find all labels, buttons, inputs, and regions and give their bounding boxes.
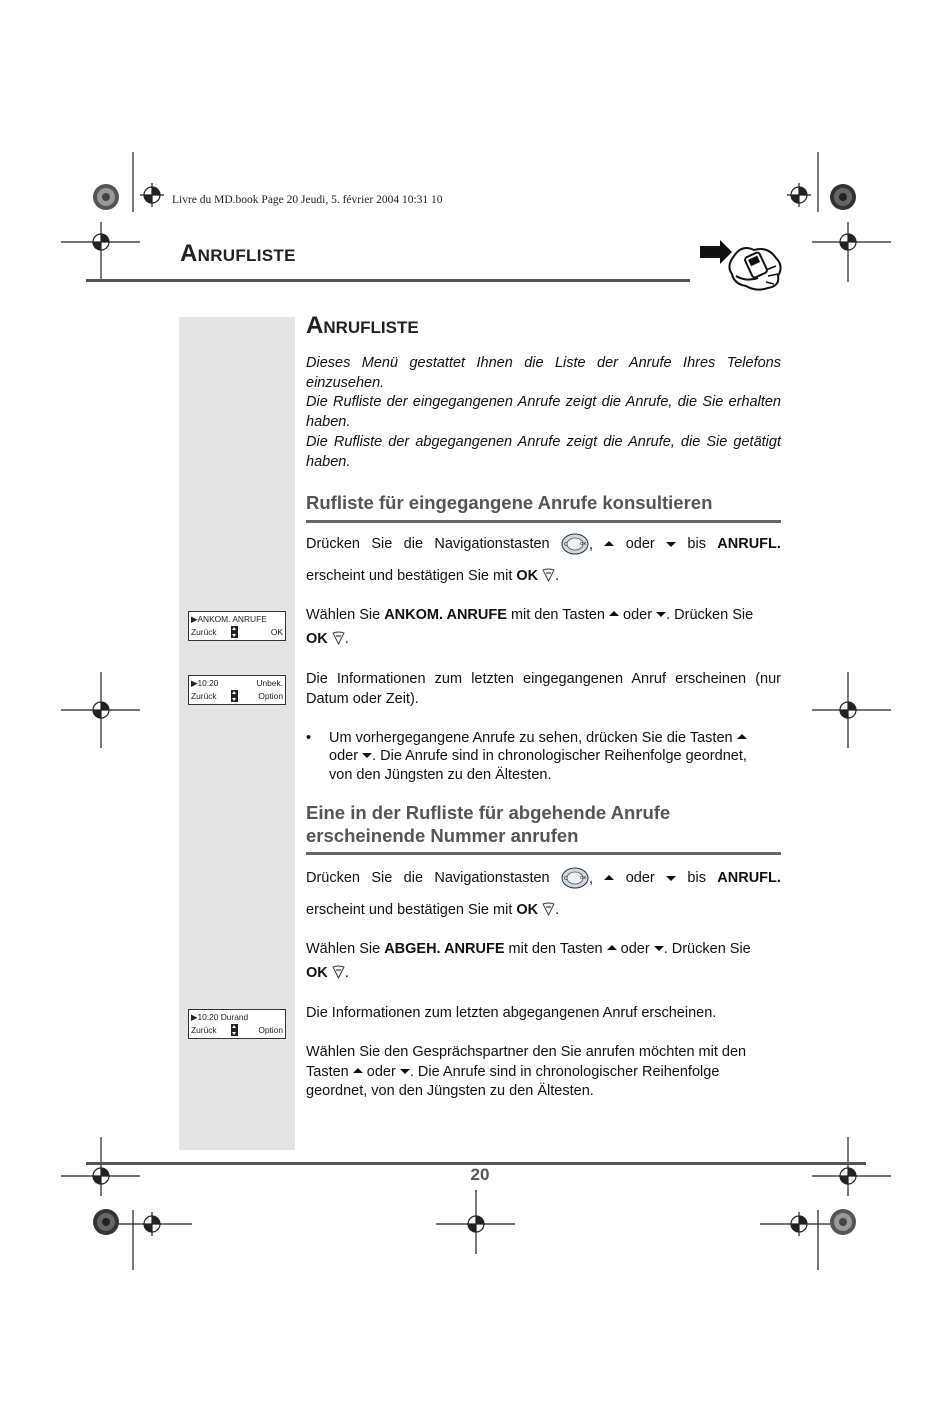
section-title: Anrufliste (306, 312, 419, 339)
ok-key-icon (542, 902, 555, 916)
lcd-line1: ▶10:20 (191, 678, 219, 688)
lcd-softkey-right: Option (258, 1025, 283, 1035)
page-heading: Anrufliste (180, 240, 296, 267)
lcd-line1-right: Unbek. (256, 678, 283, 688)
menu-item: ANKOM. ANRUFE (384, 607, 507, 623)
down-arrow-key-icon (666, 542, 676, 547)
heading-line: Eine in der Rufliste für abgehende Anrufe (306, 802, 671, 823)
ok-key-icon (542, 568, 555, 582)
lcd-softkey-right: OK (270, 627, 283, 637)
word: die (403, 870, 424, 887)
comma: , (588, 536, 593, 553)
text: mit den Tasten (508, 941, 603, 957)
navigation-keys-icon (561, 533, 589, 555)
comma: , (588, 870, 593, 887)
word: Navigationstasten (434, 870, 550, 887)
ok-label: OK (306, 964, 328, 981)
text: . Die Anrufe sind in chronologischer Reihenfolge geordnet, (372, 748, 747, 765)
ok-label: OK (516, 901, 539, 918)
text: Wählen Sie (306, 607, 381, 623)
text: geordnet, von den Jüngsten zu den Ältesten. (306, 1083, 594, 1100)
lcd-line1: ▶ANKOM. ANRUFE (191, 614, 267, 624)
word: die (403, 536, 424, 553)
down-arrow-key-icon (654, 946, 664, 951)
period: . (344, 964, 349, 981)
down-arrow-key-icon (362, 753, 372, 758)
text: mit den Tasten (510, 607, 605, 623)
menu-target: ANRUFL. (717, 870, 781, 887)
section1-heading: Rufliste für eingegangene Anrufe konsultieren (306, 492, 781, 523)
lcd-softkey-left: Zurück (191, 1025, 217, 1035)
phone-directory-icon (696, 236, 786, 294)
section2-step1 (306, 869, 781, 920)
up-arrow-key-icon (604, 875, 614, 880)
section1-step2 (306, 606, 781, 649)
text: erscheint und bestätigen Sie mit (306, 567, 513, 584)
scroll-arrows-icon (231, 626, 238, 638)
scroll-arrows-icon (231, 1024, 238, 1036)
section2-step3: Die Informationen zum letzten abgegangenen Anruf erscheinen. (306, 1005, 717, 1021)
section2-heading (306, 802, 781, 855)
print-header: Livre du MD.book Page 20 Jeudi, 5. février 2004 10:31 10 (172, 194, 443, 206)
text: Tasten (306, 1063, 349, 1080)
section2-step2 (306, 940, 781, 983)
text: oder (366, 1063, 396, 1080)
lcd-screen-incoming-menu (188, 611, 286, 641)
navigation-keys-icon (561, 867, 589, 889)
up-arrow-key-icon (604, 541, 614, 546)
menu-item: ABGEH. ANRUFE (384, 941, 505, 957)
ok-label: OK (516, 567, 539, 584)
intro-line-1: Dieses Menü gestattet Ihnen die Liste der Anrufe Ihres Telefons einzusehen. (306, 355, 781, 391)
lcd-softkey-left: Zurück (191, 627, 217, 637)
word: Drücken (306, 536, 360, 553)
text: . Drücken Sie (666, 607, 754, 623)
text: Um vorhergegangene Anrufe zu sehen, drücken Sie die Tasten (329, 730, 733, 746)
period: . (555, 901, 560, 918)
word: oder (625, 870, 655, 887)
intro-text (306, 354, 781, 472)
text: erscheint und bestätigen Sie mit (306, 901, 513, 918)
period: . (555, 567, 560, 584)
up-arrow-key-icon (607, 945, 617, 950)
lcd-screen-incoming-call (188, 675, 286, 705)
up-arrow-key-icon (353, 1068, 363, 1073)
word: Sie (371, 870, 393, 887)
text: von den Jüngsten zu den Ältesten. (329, 766, 552, 783)
bullet-dot: • (306, 730, 312, 746)
word: Navigationstasten (434, 536, 550, 553)
intro-line-2: Die Rufliste der eingegangenen Anrufe zeigt die Anrufe, die Sie erhalten haben. (306, 394, 781, 431)
text: oder (623, 607, 653, 623)
text: . Drücken Sie (663, 941, 751, 957)
word: oder (625, 536, 655, 553)
intro-line-3: Die Rufliste der abgegangenen Anrufe zeigt die Anrufe, die Sie getätigt haben. (306, 433, 781, 470)
ok-key-icon (332, 631, 345, 645)
section1-step1 (306, 535, 781, 586)
lcd-softkey-left: Zurück (191, 691, 217, 701)
svg-text:OK: OK (579, 875, 587, 880)
text: Wählen Sie den Gesprächspartner den Sie anrufen möchten mit den (306, 1044, 747, 1060)
header-rule (86, 279, 690, 282)
svg-text:C: C (563, 542, 568, 548)
menu-target: ANRUFL. (717, 536, 781, 553)
word: Sie (371, 536, 393, 553)
ok-label: OK (306, 630, 328, 647)
word: bis (687, 870, 706, 887)
text: . Die Anrufe sind in chronologischer Reihenfolge (409, 1063, 720, 1080)
text: oder (620, 941, 650, 957)
svg-text:C: C (563, 876, 568, 882)
page-number: 20 (470, 1165, 490, 1184)
up-arrow-key-icon (609, 611, 619, 616)
scroll-arrows-icon (231, 690, 238, 702)
svg-text:OK: OK (579, 541, 587, 546)
period: . (344, 630, 349, 647)
lcd-line1: ▶10:20 Durand (191, 1012, 249, 1022)
heading-line: erscheinende Nummer anrufen (306, 824, 579, 846)
down-arrow-key-icon (666, 876, 676, 881)
word: bis (687, 536, 706, 553)
text: oder (329, 748, 359, 765)
section2-step4 (306, 1043, 781, 1102)
text: Wählen Sie (306, 941, 381, 957)
lcd-softkey-right: Option (258, 691, 283, 701)
ok-key-icon (332, 965, 345, 979)
section1-bullet (306, 729, 776, 784)
section1-step3: Die Informationen zum letzten eingegangenen Anruf erscheinen (nur Datum oder Zeit). (306, 671, 781, 707)
down-arrow-key-icon (656, 612, 666, 617)
word: Drücken (306, 870, 360, 887)
lcd-screen-outgoing-call (188, 1009, 286, 1039)
down-arrow-key-icon (400, 1069, 410, 1074)
up-arrow-key-icon (737, 734, 747, 739)
